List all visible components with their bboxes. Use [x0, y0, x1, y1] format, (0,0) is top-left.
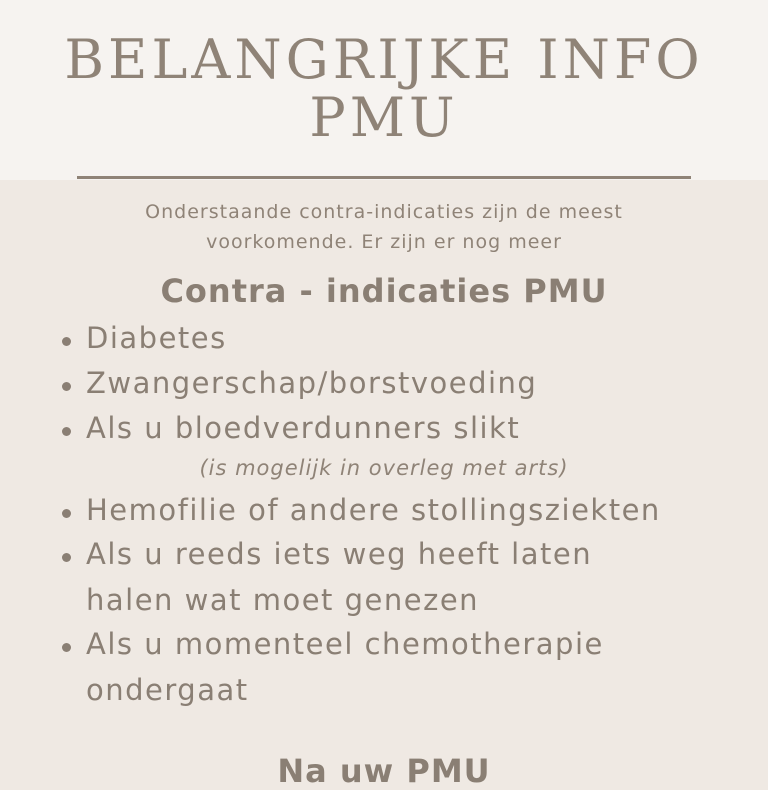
list-item-chemotherapy: Als u momenteel chemotherapie: [86, 627, 604, 661]
bullet-icon: [62, 427, 71, 436]
bullet-icon: [62, 643, 71, 652]
list-item-hemophilia: Hemofilie of andere stollingsziekten: [86, 493, 661, 527]
page-title-line-1: BELANGRIJKE INFO: [64, 28, 704, 91]
page-title-line-2: PMU: [309, 86, 459, 149]
list-item-blood-thinners: Als u bloedverdunners slikt: [86, 411, 521, 445]
list-item-pregnancy: Zwangerschap/borstvoeding: [86, 366, 538, 400]
list-item-note: (is mogelijk in overleg met arts): [199, 456, 569, 480]
intro-text-line-2: voorkomende. Er zijn er nog meer: [206, 231, 562, 253]
intro-text-line-1: Onderstaande contra-indicaties zijn de meest: [145, 201, 623, 223]
list-item-recent-removal: Als u reeds iets weg heeft laten: [86, 537, 593, 571]
section-heading: Contra - indicaties PMU: [160, 272, 608, 310]
bullet-icon: [62, 337, 71, 346]
list-item-diabetes: Diabetes: [86, 321, 227, 355]
list-item-recent-removal-continued: halen wat moet genezen: [86, 583, 480, 617]
bullet-icon: [62, 509, 71, 518]
list-item-chemotherapy-continued: ondergaat: [86, 673, 249, 707]
divider: [77, 176, 691, 179]
bullet-icon: [62, 553, 71, 562]
next-section-heading: Na uw PMU: [277, 752, 491, 790]
bullet-icon: [62, 382, 71, 391]
